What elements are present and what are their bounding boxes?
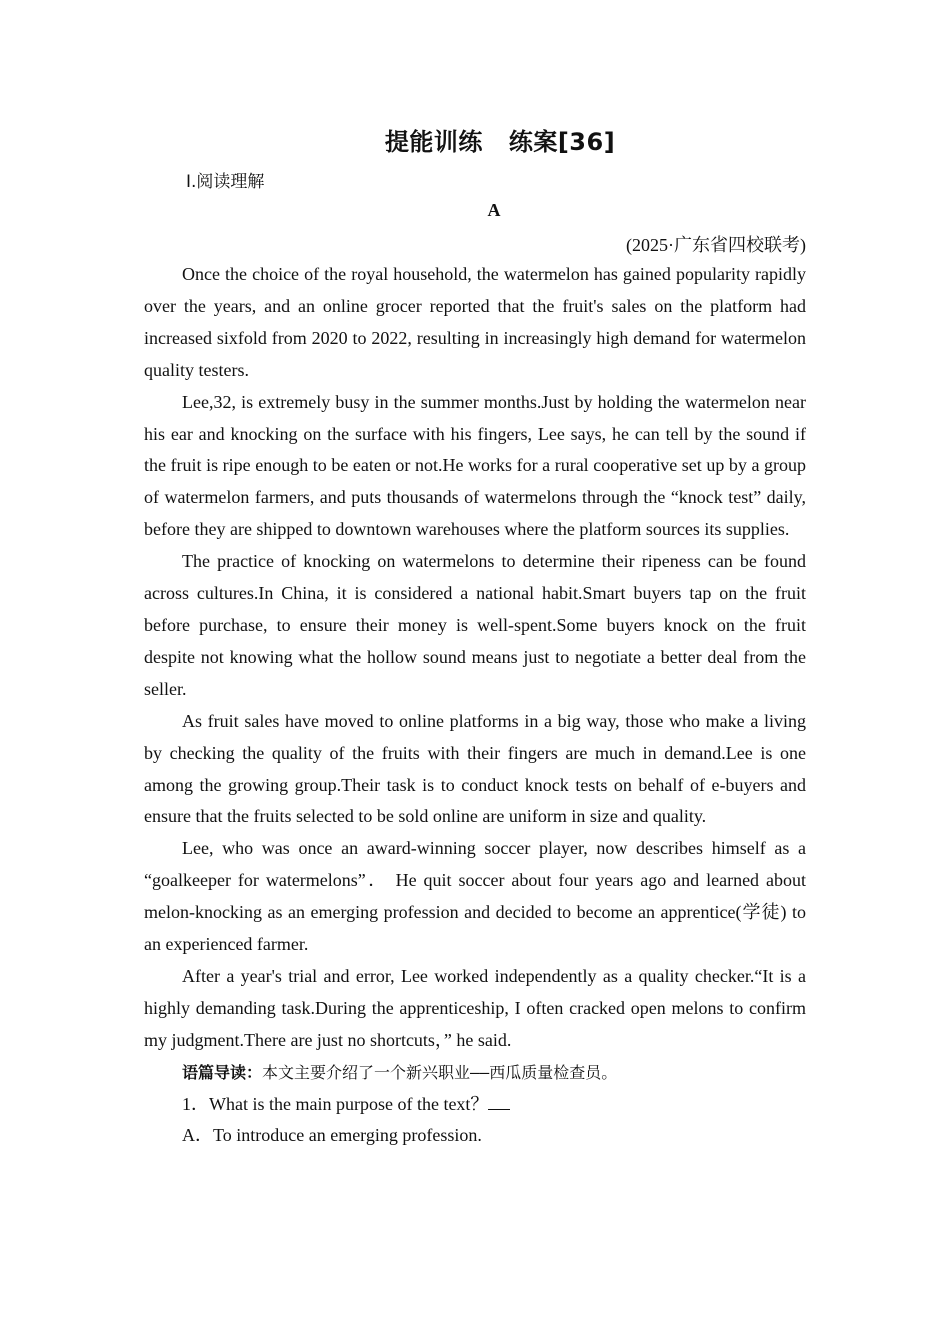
title-main: 提能训练 <box>384 128 483 156</box>
page-title <box>0 122 950 157</box>
paragraph-3: The practice of knocking on watermelons to determine their ripeness can be found across cultures.In China, it is considered a national habit.Smart buyers tap on the fruit before purchase, to ensure their money is well-spent.Some buyers knock on the fruit despite not knowing what the hollow sound means just to negotiate a better deal from the seller. <box>144 551 806 699</box>
section-heading: Ⅰ.阅读理解 <box>186 172 265 192</box>
guide-text: 本文主要介绍了一个新兴职业——西瓜质量检查员。 <box>262 1062 618 1082</box>
guide-label: 语篇导读： <box>182 1062 263 1082</box>
question-1 <box>144 1089 806 1121</box>
passage-body <box>144 259 806 1152</box>
paragraph-1: Once the choice of the royal household, the watermelon has gained popularity rapidly over the years, and an online grocer reported that the fruit's sales on the platform had increased sixfold from 2020 to 2022, resulting in increasingly high demand for watermelon quality testers. <box>144 264 806 380</box>
paragraph-4: As fruit sales have moved to online platforms in a big way, those who make a living by checking the quality of the fruits with their fingers are much in demand.Lee is one among the growing group.Their task is to conduct knock tests on behalf of e-buyers and ensure that the fruits selected to be sold online are uniform in size and quality. <box>144 710 806 827</box>
title-sub: 练案[36] <box>508 128 616 156</box>
paragraph-5: Lee, who was once an award-winning soccer player, now describes himself as a “goalkeeper for watermelons”． He quit soccer about four years ago and learned about melon-knocking as an emerging profession and decided to become an apprentice(学徒) to an experienced farmer. <box>144 838 806 955</box>
passage-label: A <box>487 200 501 220</box>
option-a: A．To introduce an emerging profession. <box>182 1125 482 1146</box>
reading-guide <box>144 1057 806 1089</box>
answer-blank[interactable] <box>488 1095 510 1110</box>
question-1-text: 1．What is the main purpose of the text？ <box>182 1093 489 1114</box>
passage-source: (2025·广东省四校联考) <box>626 235 806 255</box>
paragraph-2: Lee,32, is extremely busy in the summer months.Just by holding the watermelon near his ear and knocking on the surface with his fingers, Lee says, he can tell by the sound if the fruit is ripe enough to be eaten or not.He works for a rural cooperative set up by a group of watermelon farmers, and puts thousands of watermelons through the “knock test” daily, before they are shipped to downtown warehouses where the platform sources its supplies. <box>144 391 806 540</box>
paragraph-6: After a year's trial and error, Lee worked independently as a quality checker.“It is a highly demanding task.During the apprenticeship, I often cracked open melons to confirm my judgment.There are just no shortcuts，” he said. <box>144 965 806 1050</box>
